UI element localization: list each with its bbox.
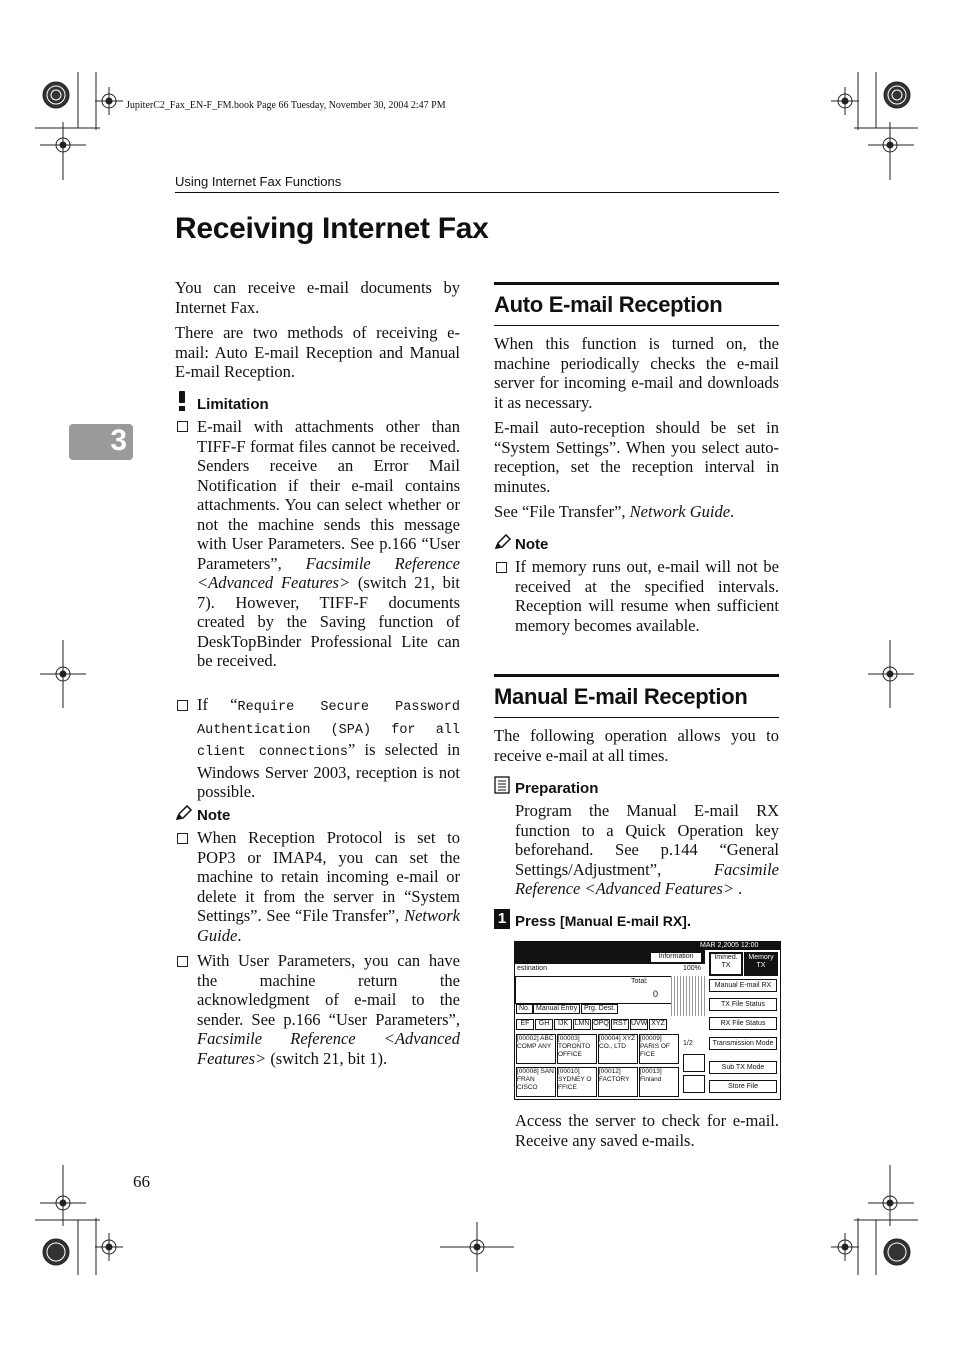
preparation-icon bbox=[494, 776, 510, 794]
auto-email-heading: Auto E-mail Reception bbox=[494, 292, 723, 317]
screen-dest-key: [00003] TORONTO OFFICE bbox=[557, 1034, 597, 1064]
pencil-note-icon bbox=[494, 534, 512, 550]
exclamation-icon bbox=[176, 391, 188, 411]
screen-total-label: Total: bbox=[631, 978, 648, 985]
screen-side-button: Transmission Mode bbox=[709, 1037, 777, 1050]
page-number: 66 bbox=[133, 1172, 150, 1191]
screen-alpha-tab: UVW bbox=[630, 1019, 648, 1030]
screen-down-arrow bbox=[683, 1075, 705, 1093]
screen-memory-tx: Memory TX bbox=[744, 952, 778, 976]
screen-memory-pct: 100% bbox=[683, 965, 701, 972]
auto-note-item: If memory runs out, e-mail will not be received at the specified intervals. Reception will resume when sufficient memory becomes available. bbox=[515, 557, 779, 635]
note-heading-right: Note bbox=[515, 536, 549, 553]
screen-destination-label: estination bbox=[517, 965, 547, 972]
screen-alpha-tab: GH bbox=[535, 1019, 553, 1030]
auto-paragraph-2: E-mail auto-reception should be set in “System Settings”. When you select auto-reception, set the reception interval in minutes. bbox=[494, 418, 779, 496]
screen-up-arrow bbox=[683, 1054, 705, 1072]
screen-side-button: TX File Status bbox=[709, 998, 777, 1011]
screen-alpha-tab: EF bbox=[516, 1019, 534, 1030]
screen-dest-key: [00012] FACTORY bbox=[598, 1067, 638, 1097]
note-item-1: When Reception Protocol is set to POP3 or IMAP4, you can set the machine to retain incoming e-mail or delete it from the server in “System Settings”. See “File Transfer”, Network Guide. bbox=[197, 828, 460, 945]
after-screen-text: Access the server to check for e-mail. Receive any saved e-mails. bbox=[515, 1111, 779, 1150]
auto-paragraph-3: See “File Transfer”, Network Guide. bbox=[494, 502, 735, 521]
screen-information-button: Information bbox=[650, 952, 702, 963]
limitation-item-1: E-mail with attachments other than TIFF-F format files cannot be received. Senders receive an Error Mail Notification if their e-mail contains attachments. You can select whether or not the machine sends this message with User Parameters. See p.166 “User Parameters”, Facsimile Reference <Advanced Features> (switch 21, bit 7). However, TIFF-F documents created by the Saving function of DeskTopBinder Professional Lite can be received. bbox=[197, 417, 461, 670]
intro-paragraph-2: There are two methods of receiving e-mail: Auto E-mail Reception and Manual E-mail Reception. bbox=[175, 323, 460, 381]
checkbox-bullet bbox=[496, 562, 507, 573]
checkbox-bullet bbox=[177, 833, 188, 844]
screen-dest-key: [00013] Finland bbox=[639, 1067, 679, 1097]
book-header: JupiterC2_Fax_EN-F_FM.book Page 66 Tuesday, November 30, 2004 2:47 PM bbox=[126, 100, 446, 111]
note-heading-left: Note bbox=[197, 807, 231, 824]
intro-paragraph-1: You can receive e-mail documents by Internet Fax. bbox=[175, 278, 460, 317]
running-head: Using Internet Fax Functions bbox=[175, 174, 342, 189]
screen-dest-key: [00009] PARIS OF FICE bbox=[639, 1034, 679, 1064]
screen-side-button: Sub TX Mode bbox=[709, 1061, 777, 1074]
chapter-tab: 3 bbox=[69, 424, 133, 460]
screen-date: MAR 2,2005 12:00 bbox=[700, 942, 759, 949]
screen-alpha-tab: OPQ bbox=[592, 1019, 610, 1030]
manual-paragraph-1: The following operation allows you to receive e-mail at all times. bbox=[494, 726, 779, 765]
screen-page-indicator: 1/2 bbox=[683, 1040, 693, 1047]
section-rule-top bbox=[494, 282, 779, 285]
manual-email-heading: Manual E-mail Reception bbox=[494, 684, 748, 709]
screen-dest-key: [00004] XYZ CO., LTD bbox=[598, 1034, 638, 1064]
header-rule bbox=[175, 192, 779, 193]
screen-alpha-tab: LMN bbox=[573, 1019, 591, 1030]
screen-pattern bbox=[671, 976, 705, 1016]
note-item-2: With User Parameters, you can have the machine return the acknowledgment of e-mail to the sender. See p.166 “User Parameters”, Facsimile Reference <Advanced Features> (switch 21, bit 1). bbox=[197, 951, 460, 1068]
screen-side-button: Store File bbox=[709, 1080, 777, 1093]
preparation-text: Program the Manual E-mail RX function to a Quick Operation key beforehand. See p.144 “General Settings/Adjustment”, Facsimile Reference <Advanced Features> . bbox=[515, 801, 779, 898]
step-instruction: Press [Manual E-mail RX]. bbox=[515, 913, 692, 930]
screen-dest-key: [00002] ABC COMP ANY bbox=[516, 1034, 556, 1064]
section-rule-top bbox=[494, 674, 779, 677]
auto-paragraph-1: When this function is turned on, the machine periodically checks the e-mail server for incoming e-mail and downloads it as necessary. bbox=[494, 334, 779, 412]
section-rule-bottom bbox=[494, 325, 779, 326]
pencil-note-icon bbox=[175, 805, 193, 821]
section-rule-bottom bbox=[494, 717, 779, 718]
screen-immed-tx: Immed. TX bbox=[709, 952, 743, 976]
step-number: 1 bbox=[494, 909, 510, 929]
screen-dest-key: [00010] SYDNEY O FFICE bbox=[557, 1067, 597, 1097]
screen-side-button: Manual E-mail RX bbox=[709, 979, 777, 992]
screen-side-button: RX File Status bbox=[709, 1017, 777, 1030]
preparation-heading: Preparation bbox=[515, 780, 599, 797]
screen-alpha-tab: IJK bbox=[554, 1019, 572, 1030]
checkbox-bullet bbox=[177, 700, 188, 711]
screen-dest-key: [00008] SAN FRAN CISCO bbox=[516, 1067, 556, 1097]
checkbox-bullet bbox=[177, 421, 188, 432]
screen-tab-no: No. bbox=[516, 1004, 533, 1014]
limitation-heading: Limitation bbox=[197, 396, 269, 413]
page-title: Receiving Internet Fax bbox=[175, 212, 489, 245]
screen-tab-prg: Prg. Dest. bbox=[581, 1004, 618, 1014]
screen-alpha-tab: XYZ bbox=[649, 1019, 667, 1030]
screen-total-value: 0 bbox=[653, 989, 659, 999]
fax-panel-screenshot bbox=[514, 941, 781, 1100]
limitation-item-2: If “Require Secure Password Authentication (SPA) for all client connections” is selected in Windows Server 2003, reception is not possible. bbox=[197, 695, 460, 801]
checkbox-bullet bbox=[177, 956, 188, 967]
screen-alpha-tab: RST bbox=[611, 1019, 629, 1030]
screen-tab-manual: Manual Entry bbox=[533, 1004, 580, 1014]
